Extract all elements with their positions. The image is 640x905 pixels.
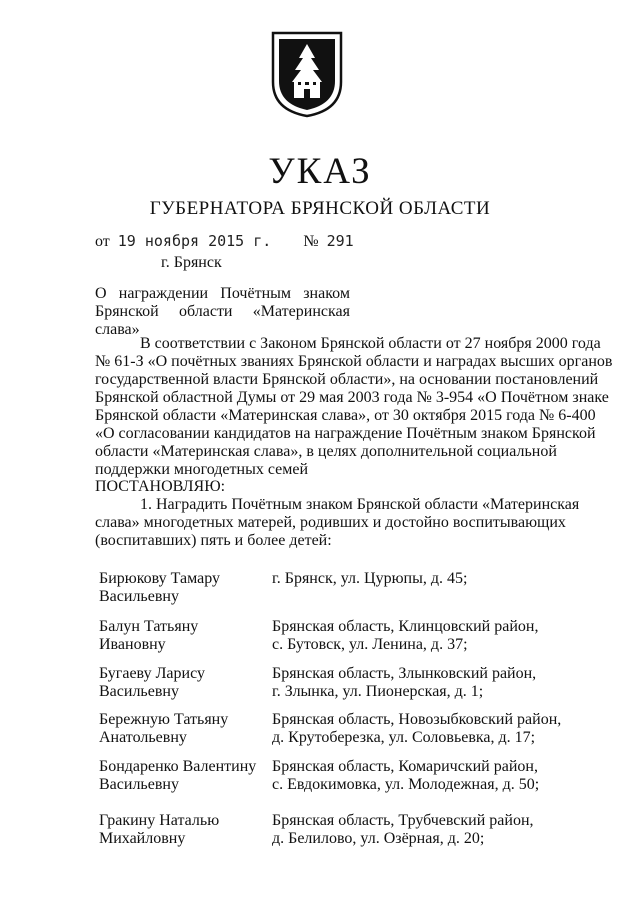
decree-word: ПОСТАНОВЛЯЮ: (95, 478, 226, 495)
item-line: 1. Наградить Почётным знаком Брянской области «Материнская (140, 496, 580, 513)
item-line: слава» многодетных матерей, родивших и достойно воспитывающих (95, 514, 566, 531)
item-1-paragraph (95, 496, 580, 550)
preamble-line: В соответствии с Законом Брянской области от 27 ноября 2000 года (140, 335, 601, 352)
recipient-address: Брянская область, Клинцовский район, с. Бутовск, ул. Ленина, д. 37; (272, 618, 539, 653)
recipient-address: Брянская область, Комаричский район, с. Евдокимовка, ул. Молодежная, д. 50; (272, 758, 540, 793)
date-value: 19 ноября 2015 г. (117, 232, 272, 250)
subject-line: Брянской области «Материнская слава» (95, 303, 350, 338)
recipient-name: Балун Татьяну Ивановну (99, 618, 199, 653)
number-value: 291 (326, 232, 354, 250)
recipient-address: Брянская область, Злынковский район, г. Злынка, ул. Пионерская, д. 1; (272, 665, 537, 700)
preamble-line: № 61-З «О почётных званиях Брянской области и наградах высших органов (95, 353, 613, 370)
recipient-address: Брянская область, Новозыбковский район, д. Крутоберезка, ул. Соловьевка, д. 17; (272, 711, 562, 746)
decree-subject (95, 285, 350, 339)
preamble-line: Брянской области «Материнская слава», от 30 октября 2015 года № 6-400 (95, 407, 596, 424)
number-prefix: № (303, 233, 319, 250)
recipient-name: Бондаренко Валентину Васильевну (99, 758, 257, 793)
recipient-name: Гракину Наталью Михайловну (99, 812, 220, 847)
date-line (95, 232, 354, 251)
recipient-address: Брянская область, Трубчевский район, д. Белилово, ул. Озёрная, д. 20; (272, 812, 534, 847)
document-title: УКАЗ (268, 151, 372, 192)
recipient-address: г. Брянск, ул. Цурюпы, д. 45; (272, 570, 468, 587)
coat-of-arms-icon (270, 30, 344, 118)
date-prefix: от (95, 233, 110, 250)
recipient-name: Бугаеву Ларису Васильевну (99, 665, 205, 700)
preamble-line: поддержки многодетных семей (95, 461, 308, 478)
preamble-paragraph (95, 335, 613, 479)
preamble-line: Брянской областной Думы от 29 мая 2003 года № 3-954 «О Почётном знаке (95, 389, 609, 406)
subject-line: О награждении Почётным знаком (95, 285, 350, 302)
document-subtitle: ГУБЕРНАТОРА БРЯНСКОЙ ОБЛАСТИ (149, 198, 491, 219)
item-line: (воспитавших) пять и более детей: (95, 532, 332, 549)
recipient-name: Бережную Татьяну Анатольевну (99, 711, 229, 746)
preamble-line: «О согласовании кандидатов на награждение Почётным знаком Брянской (95, 425, 596, 442)
preamble-line: государственной власти Брянской области», на основании постановлений (95, 371, 599, 388)
preamble-line: области «Материнская слава», в целях дополнительной социальной (95, 443, 557, 460)
recipient-name: Бирюкову Тамару Васильевну (99, 570, 221, 605)
city: г. Брянск (161, 254, 222, 271)
